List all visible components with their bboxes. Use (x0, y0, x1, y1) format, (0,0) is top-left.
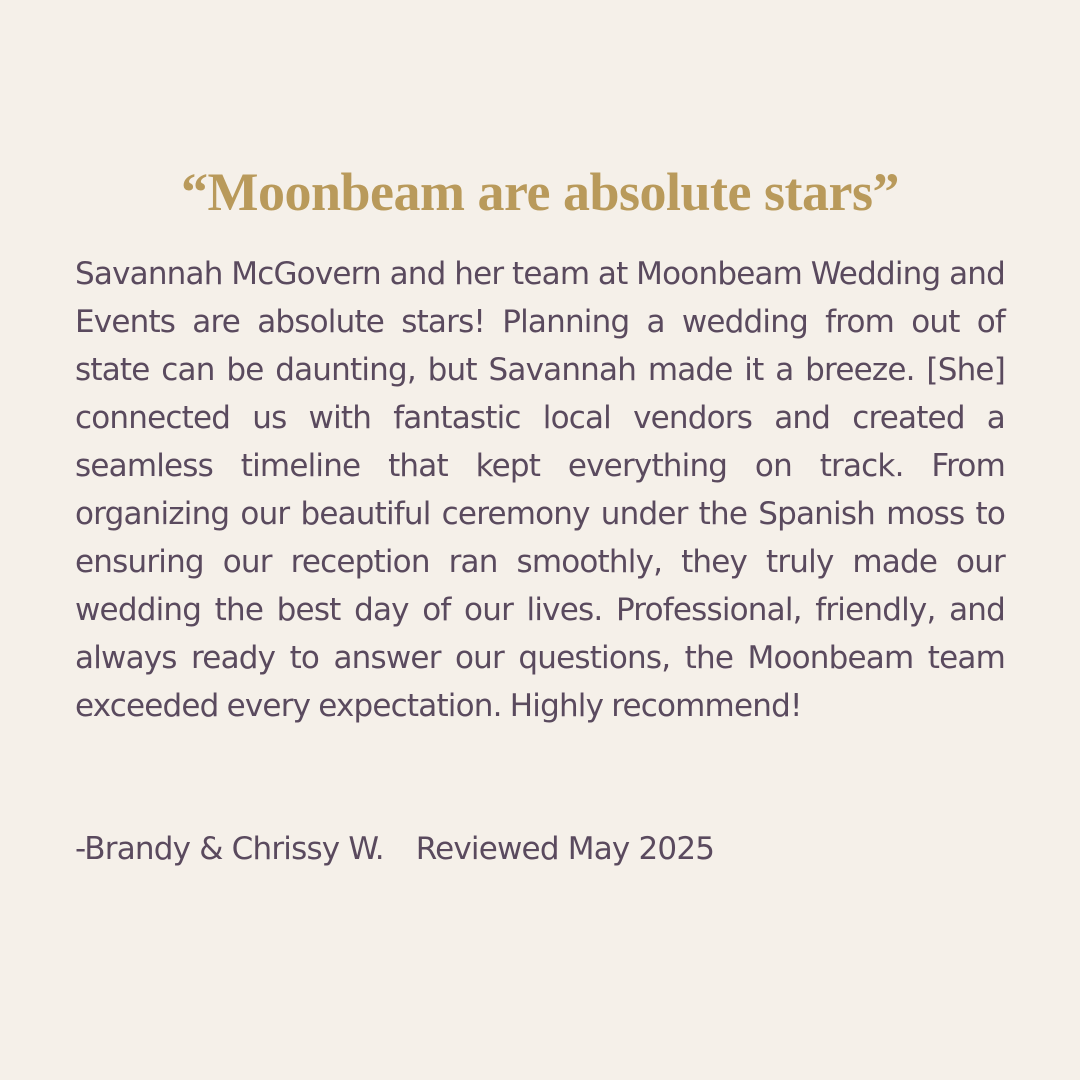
review-date: Reviewed May 2025 (415, 831, 715, 867)
testimonial-signature (75, 825, 1005, 873)
testimonial-title: “Moonbeam are absolute stars” (181, 162, 899, 222)
reviewer-name: -Brandy & Chrissy W. (75, 831, 384, 867)
testimonial-body: Savannah McGovern and her team at Moonbeam Wedding and Events are absolute stars! Planning a wedding from out of state can be daunting, but Savannah made it a breeze. [She] connected us with fantastic local vendors and created a seamless timeline that kept everything on track. From organizing our beautiful ceremony under the Spanish moss to ensuring our reception ran smoothly, they truly made our wedding the best day of our lives. Professional, friendly, and always ready to answer our questions, the Moonbeam team exceeded every expectation. Highly recommend! (75, 256, 1005, 724)
